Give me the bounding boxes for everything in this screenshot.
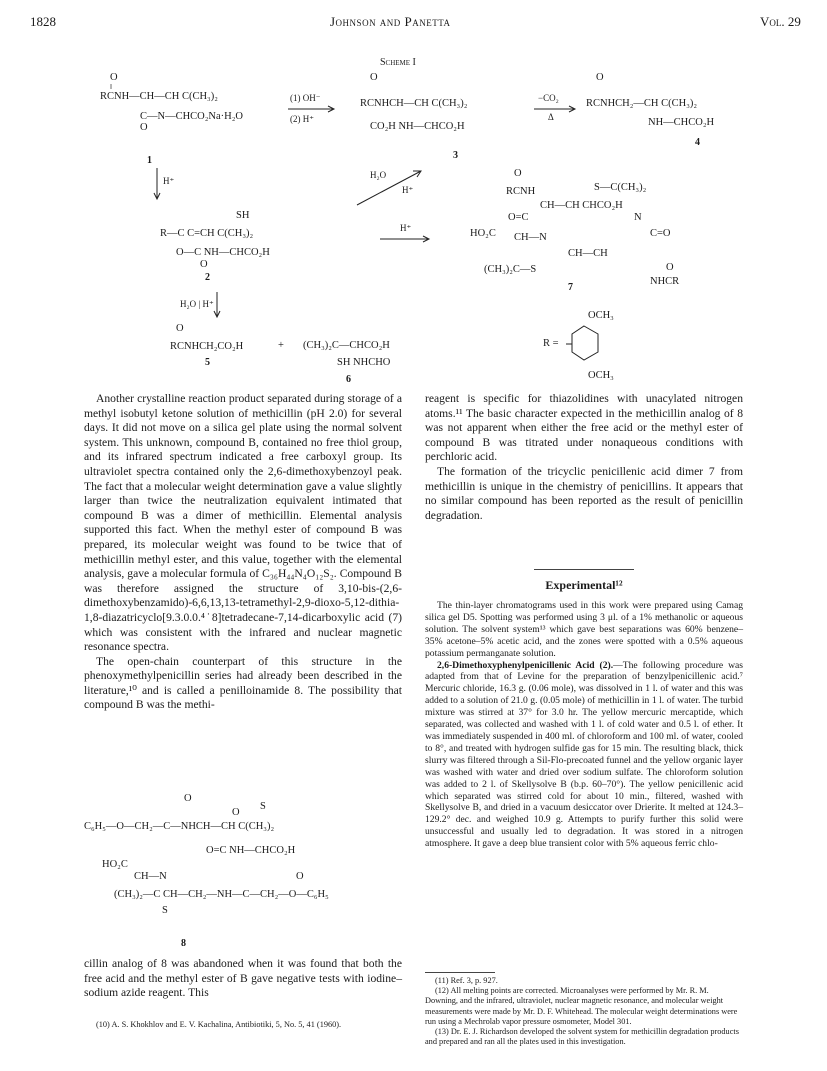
paragraph: cillin analog of 8 was abandoned when it was found that both the free acid and the methyl ester of B gave negative tests with iodine–sodium azide reagent. This <box>84 957 402 1000</box>
footnote-12: (12) All melting points are corrected. Microanalyses were performed by Mr. R. M. Downing, and the infrared, ultraviolet, nuclear magnetic resonance, and molecular weight measurements were made by Mr. D. F. Whitehead. The molecular weight determinations were run using a Mechrolab vapor pressure osmometer, Model 301. <box>425 986 738 1026</box>
paragraph: Another crystalline reaction product separated during storage of a methyl isobutyl ketone solution of methicillin (pH 2.0) for several days. It did not move on a silica gel plate using the normal solvent system. This unknown, compound B, contained no free thiol group, and its infrared spectrum indicated a free carboxyl group. Its ultraviolet spectra contained only the 2,6-dimethoxybenzoyl peak. The fact that a molecular weight determination gave a value slightly larger than twice the neutralization equivalent intimated that compound B was a dimer of methicillin. Elemental analysis supported this fact. When the methyl ester of compound B was prepared, its molecular weight was found to be twice that of methicillin methyl ester, and this value, together with the elemental analysis, gave a molecular formula of C₃₆H₄₄N₄O₁₂S₂. Compound B was therefore assigned the structure of 3,10-bis-(2,6-dimethoxybenzamido)-6,6,13,13-tetramethyl-2,9-dioxo-5,12-dithia-1,8-diazatricyclo[9.3.0.0.⁴˙8]tetradecane-7,14-dicarboxylic acid (7) which was consistent with the infrared and nuclear magnetic resonance spectra. <box>84 392 402 654</box>
arrow-1-top: (1) OH⁻ <box>290 93 321 103</box>
arrow-h2o-label: H₂O <box>370 170 387 180</box>
left-column-top <box>84 392 402 713</box>
footnote-13: (13) Dr. E. J. Richardson developed the solvent system for methicillin degradation products and prepared and ran all the plates used in this investigation. <box>425 1027 739 1047</box>
volume: Vol. 29 <box>760 14 801 29</box>
arrow-down-2-label: H₂O | H⁺ <box>180 299 214 309</box>
page-number: 1828 <box>30 14 56 29</box>
benzene-ring <box>564 322 604 370</box>
arrow-down-1-label: H⁺ <box>163 176 175 186</box>
label-5: 5 <box>205 357 210 368</box>
compound-6: (CH₃)₂C—CHCO₂H SH NHCHO <box>303 340 391 368</box>
compound-2: SH R—C C=CH C(CH₃)₂ O—C NH—CHCO₂H O <box>160 210 270 270</box>
running-title: Johnson and Panetta <box>330 14 451 29</box>
r-group-ome-bottom: OCH₃ <box>588 370 614 381</box>
arrow-2-bottom: Δ <box>548 112 554 122</box>
compound-7: O RCNH S—C(CH₃)₂ CH—CH CHCO₂H O=C N C=O HO₂C CH—N CH—CH (CH₃)₂C—S O NHCR <box>470 168 680 287</box>
compound-5: O RCNHCH₂CO₂H <box>170 323 244 352</box>
paragraph: The formation of the tricyclic penicillenic acid dimer 7 from methicillin is unique in the chemistry of penicillins. It appears that no similar compound has been reported as the result of penicillin degradation. <box>425 464 743 522</box>
compound-4: O RCNHCH₂—CH C(CH₃)₂ NH—CHCO₂H <box>586 72 715 129</box>
label-3: 3 <box>453 150 458 161</box>
label-8: 8 <box>181 938 186 949</box>
r-group-ome-top: OCH₃ <box>588 310 614 321</box>
footnote-11: (11) Ref. 3, p. 927. <box>435 976 498 985</box>
paragraph: The thin-layer chromatograms used in this work were prepared using Camag silica gel D5. Spotting was performed using 3 μl. of a 1% methanolic or aqueous solution. The solvent system¹³ which gave best separations was 60% benzene–35% acetone–5% acetic acid, and the zones were spotted with a 0.5% aqueous potassium permanganate solution. <box>425 600 743 659</box>
right-column <box>425 392 743 523</box>
compound-3: O RCNHCH—CH C(CH₃)₂ CO₂H NH—CHCO₂H <box>360 72 468 133</box>
experimental-text <box>425 600 743 850</box>
footnote-10: (10) A. S. Khokhlov and E. V. Kachalina, Antibiotiki, 5, No. 5, 41 (1960). <box>96 1020 342 1029</box>
arrow-h2o <box>355 168 425 208</box>
arrow-1-bottom: (2) H⁺ <box>290 114 314 124</box>
footnotes <box>425 976 743 1047</box>
arrow-h <box>380 234 435 244</box>
r-group-label: R = <box>543 338 559 349</box>
label-2: 2 <box>205 272 210 283</box>
label-4: 4 <box>695 137 700 148</box>
label-1: 1 <box>147 155 152 166</box>
paragraph: 2,6-Dimethoxyphenylpenicillenic Acid (2).—The following procedure was adapted from that of Levine for the preparation of benzylpenicillenic acid.⁷ Mercuric chloride, 16.3 g. (0.06 mole), was dissolved in 1 l. of water and this was added to a solution of 21.0 g. (0.05 mole) of methicillin in 1 l. of water. The turbid mixture was stirred at 37° for 3.0 hr. The yellow mercuric mercaptide, which separated, was collected and washed with 1 l. of cold water and 0.5 l. of ether. It was immediately suspended in 400 ml. of chloroform and 100 ml. of water, cooled to 8°, and treated with hydrogen sulfide gas for 15 min. The resulting black, thick slurry was filtered through a Sil-Flo-precoated funnel and the yellow organic layer was washed with water and dried over sodium sulfate. The chloroform solution was added to 2 l. of Skellysolve B (b.p. 60–70°). The yellow penicillenic acid which separated was stirred cold for about 10 min., filtered, washed with Skellysolve B, and dried in a vacuum desiccator over Drierite. It melted at 124.3–129.2° dec. and weighed 10.9 g. Attempts to purify further this solid were unsuccessful and usually led to degradation. It was stored in a nitrogen atmosphere. It gave a deep blue transient color with 5% aqueous ferric chlo- <box>425 659 743 850</box>
left-column-bottom <box>84 957 402 1001</box>
arrow-1 <box>288 104 338 114</box>
experimental-heading: Experimental¹² <box>545 578 623 592</box>
label-7: 7 <box>568 282 573 293</box>
scheme-title: Scheme I <box>380 57 416 68</box>
arrow-2 <box>534 104 580 114</box>
footnote-rule <box>425 972 495 973</box>
arrow-down-1 <box>152 168 162 202</box>
arrow-2-top: −CO₂ <box>538 93 559 103</box>
section-rule <box>534 569 634 570</box>
arrow-h-label: H⁺ <box>400 223 412 233</box>
label-6: 6 <box>346 374 351 385</box>
procedure-title: 2,6-Dimethoxyphenylpenicillenic Acid (2). <box>437 659 614 671</box>
compound-1: O ‖ RCNH—CH—CH C(CH₃)₂ C—N—CHCO₂Na·H₂O O <box>100 72 243 134</box>
paragraph: The open-chain counterpart of this structure in the phenoxymethylpenicillin series had already been described in the literature,¹⁰ and is called a penilloinamide 8. The possibility that compound B was the methi- <box>84 654 402 712</box>
paragraph: reagent is specific for thiazolidines with unacylated nitrogen atoms.¹¹ The basic character expected in the methicillin analog of 8 was not apparent when either the free acid or the methyl ester of compound B was titrated under nonaqueous conditions with perchloric acid. <box>425 392 743 464</box>
arrow-h2o-h-label: H⁺ <box>402 185 414 195</box>
compound-8: O O S C₆H₅—O—CH₂—C—NHCH—CH C(CH₃)₂ O=C NH—CHCO₂H HO₂C CH—N O (CH₃)₂—C CH—CH₂—NH—C—CH₂—O—C₆H₅ S <box>84 793 329 916</box>
plus-sign: + <box>278 340 284 351</box>
